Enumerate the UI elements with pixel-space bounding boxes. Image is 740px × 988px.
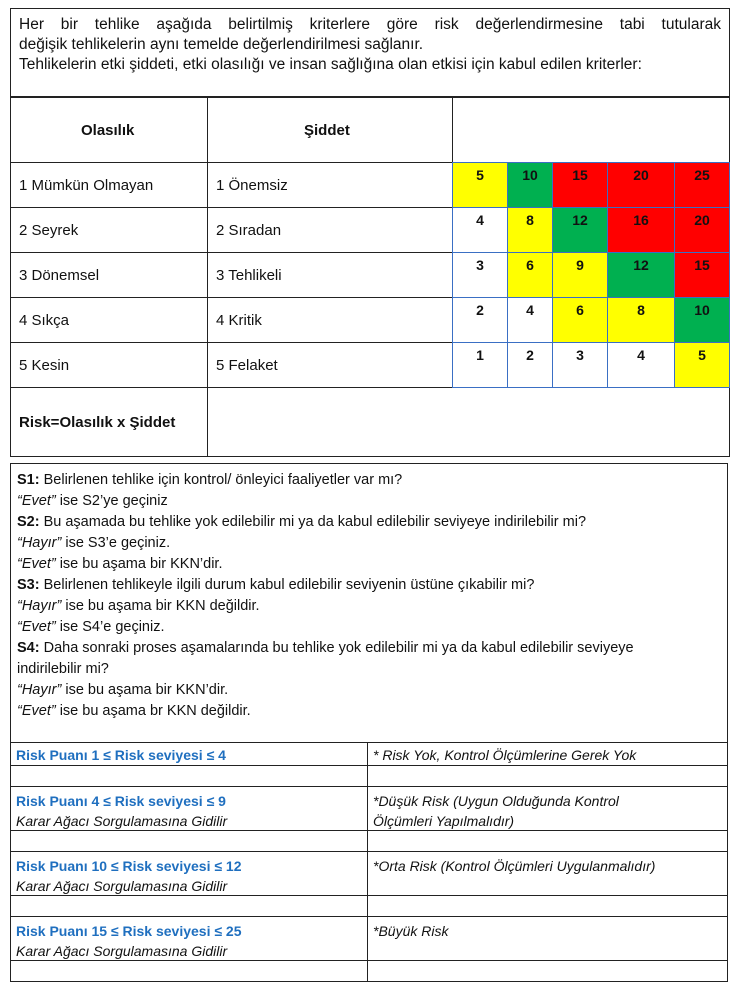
matrix-cell: 4 (507, 297, 553, 343)
matrix-cell: 4 (607, 342, 675, 388)
intro-line-3: Tehlikelerin etki şiddeti, etki olasılığı ve insan sağlığına olan etkisi için kabul edilen kriterler: (19, 56, 642, 73)
step-s3-evet: “Evet” ise S4’e geçiniz. (17, 619, 165, 635)
matrix-cell: 3 (552, 342, 608, 388)
level-note: Karar Ağacı Sorgulamasına Gidilir (16, 813, 228, 829)
matrix-cell: 1 (452, 342, 508, 388)
matrix-cell: 9 (552, 252, 608, 298)
probability-cell: 3 Dönemsel (10, 252, 208, 298)
step-s4-evet: “Evet” ise bu aşama br KKN değildir. (17, 703, 251, 719)
intro-line-1: Her bir tehlike aşağıda belirtilmiş kriterlere göre risk değerlendirmesine tabi tutularak (19, 16, 721, 33)
intro-box (10, 8, 730, 97)
header-severity: Şiddet (207, 97, 453, 163)
matrix-cell: 5 (452, 162, 508, 208)
formula-blank-cell (207, 387, 730, 457)
matrix-cell: 8 (507, 207, 553, 253)
risk-formula: Risk=Olasılık x Şiddet (10, 387, 208, 457)
level-desc-cont: Ölçümleri Yapılmalıdır) (373, 813, 515, 829)
header-probability: Olasılık (10, 97, 208, 163)
severity-cell: 4 Kritik (207, 297, 453, 343)
matrix-cell: 10 (507, 162, 553, 208)
matrix-cell: 6 (507, 252, 553, 298)
matrix-cell: 10 (674, 297, 730, 343)
step-s1: S1: Belirlenen tehlike için kontrol/ önleyici faaliyetler var mı? (17, 472, 403, 488)
step-s3: S3: Belirlenen tehlikeyle ilgili durum kabul edilebilir seviyenin üstüne çıkabilir mi? (17, 577, 535, 593)
spacer-cell (10, 830, 368, 852)
matrix-cell: 25 (674, 162, 730, 208)
severity-cell: 1 Önemsiz (207, 162, 453, 208)
severity-cell: 5 Felaket (207, 342, 453, 388)
spacer-cell (10, 895, 368, 917)
matrix-cell: 3 (452, 252, 508, 298)
matrix-cell: 6 (552, 297, 608, 343)
level-desc: *Düşük Risk (Uygun Olduğunda Kontrol (373, 793, 619, 809)
level-range: Risk Puanı 4 ≤ Risk seviyesi ≤ 9 (16, 793, 226, 809)
matrix-cell: 15 (674, 252, 730, 298)
step-s4: S4: Daha sonraki proses aşamalarında bu tehlike yok edilebilir mi ya da kabul edilebilir seviyeye (17, 640, 634, 656)
level-desc: *Orta Risk (Kontrol Ölçümleri Uygulanmalıdır) (373, 858, 656, 874)
step-s3-hayir: “Hayır” ise bu aşama bir KKN değildir. (17, 598, 260, 614)
decision-steps (10, 463, 728, 743)
spacer-cell (10, 960, 368, 982)
matrix-cell: 2 (452, 297, 508, 343)
severity-cell: 2 Sıradan (207, 207, 453, 253)
probability-cell: 2 Seyrek (10, 207, 208, 253)
matrix-cell: 20 (674, 207, 730, 253)
intro-line-2: değişik tehlikelerin aynı temelde değerlendirilmesi sağlanır. (19, 36, 424, 53)
matrix-cell: 20 (607, 162, 675, 208)
matrix-cell: 2 (507, 342, 553, 388)
matrix-cell: 8 (607, 297, 675, 343)
matrix-cell: 5 (674, 342, 730, 388)
spacer-cell (367, 830, 728, 852)
level-range: Risk Puanı 10 ≤ Risk seviyesi ≤ 12 (16, 858, 242, 874)
spacer-cell (10, 765, 368, 787)
matrix-header-blank (452, 97, 730, 163)
level-desc-cell (367, 851, 728, 896)
spacer-cell (367, 960, 728, 982)
matrix-cell: 4 (452, 207, 508, 253)
severity-cell: 3 Tehlikeli (207, 252, 453, 298)
matrix-cell: 12 (607, 252, 675, 298)
probability-cell: 1 Mümkün Olmayan (10, 162, 208, 208)
spacer-cell (367, 765, 728, 787)
level-note: Karar Ağacı Sorgulamasına Gidilir (16, 878, 228, 894)
level-range: Risk Puanı 1 ≤ Risk seviyesi ≤ 4 (16, 747, 226, 763)
level-range-cell (10, 742, 368, 766)
matrix-cell: 15 (552, 162, 608, 208)
level-desc: * Risk Yok, Kontrol Ölçümlerine Gerek Yok (373, 747, 637, 763)
probability-cell: 4 Sıkça (10, 297, 208, 343)
step-s2: S2: Bu aşamada bu tehlike yok edilebilir mi ya da kabul edilebilir seviyeye indirilebilir mi? (17, 514, 587, 530)
matrix-cell: 12 (552, 207, 608, 253)
spacer-cell (367, 895, 728, 917)
level-range: Risk Puanı 15 ≤ Risk seviyesi ≤ 25 (16, 923, 242, 939)
level-desc-cell (367, 742, 728, 766)
level-range-cell (10, 916, 368, 961)
level-note: Karar Ağacı Sorgulamasına Gidilir (16, 943, 228, 959)
level-desc-cell (367, 916, 728, 961)
probability-cell: 5 Kesin (10, 342, 208, 388)
level-range-cell (10, 786, 368, 831)
level-range-cell (10, 851, 368, 896)
step-s4-hayir: “Hayır” ise bu aşama bir KKN’dir. (17, 682, 229, 698)
level-desc-cell (367, 786, 728, 831)
matrix-cell: 16 (607, 207, 675, 253)
step-s2-evet: “Evet” ise bu aşama bir KKN’dir. (17, 556, 223, 572)
step-s1-evet: “Evet” ise S2’ye geçiniz (17, 493, 168, 509)
step-s2-hayir: “Hayır” ise S3’e geçiniz. (17, 535, 171, 551)
level-desc: *Büyük Risk (373, 923, 449, 939)
step-s4-cont: indirilebilir mi? (17, 661, 109, 677)
